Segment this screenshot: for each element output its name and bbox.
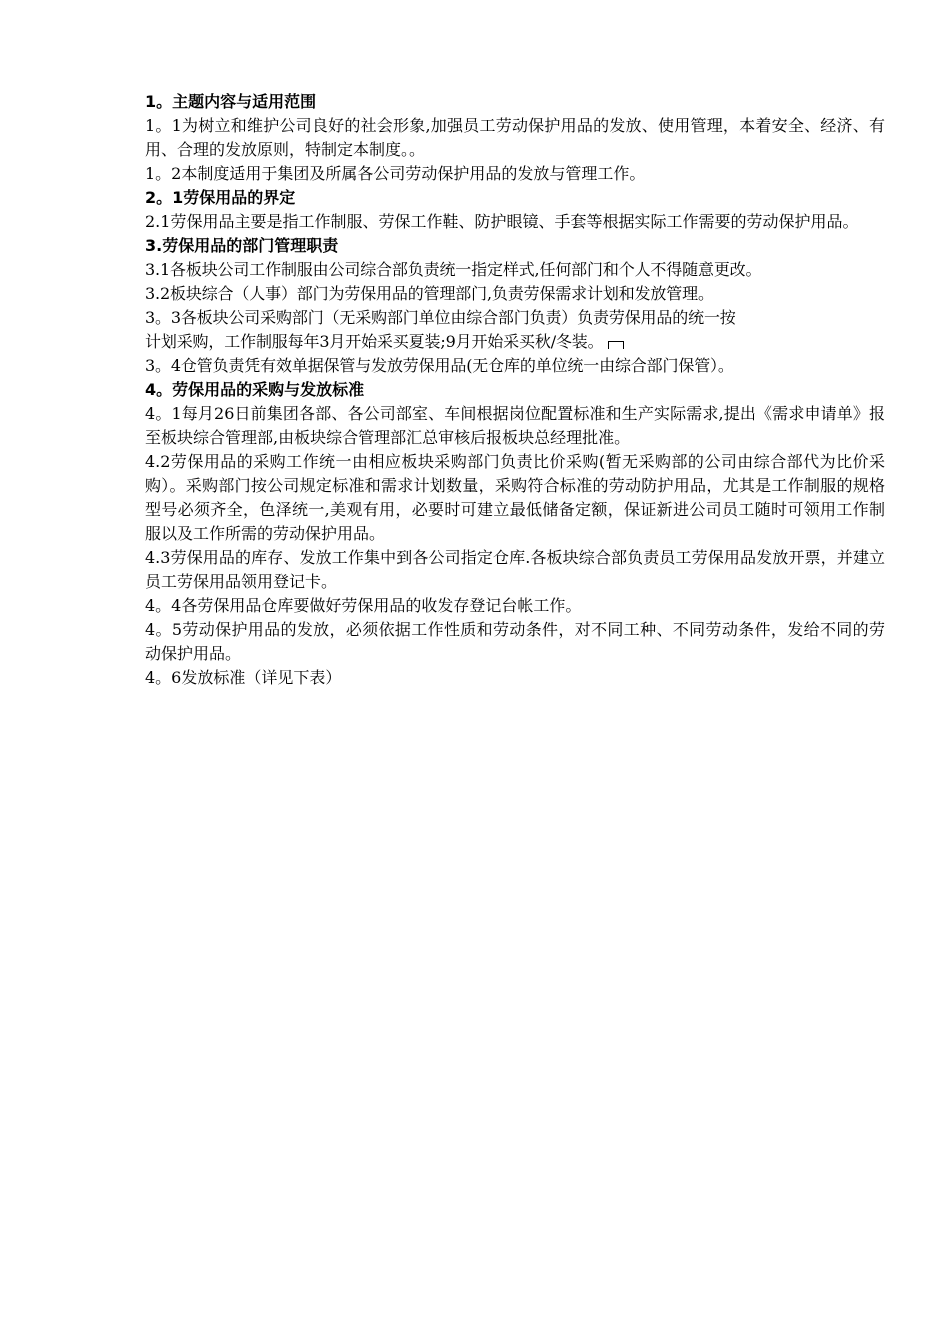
section-heading: 2。1劳保用品的界定 bbox=[145, 188, 296, 207]
document-page bbox=[145, 90, 885, 690]
paragraph: 4。4各劳保用品仓库要做好劳保用品的收发存登记台帐工作。 bbox=[145, 596, 582, 615]
section-heading: 3.劳保用品的部门管理职责 bbox=[145, 236, 339, 255]
paragraph: 4。6发放标准（详见下表） bbox=[145, 668, 342, 687]
section-heading: 4。劳保用品的采购与发放标准 bbox=[145, 380, 365, 399]
paragraph: 1。1为树立和维护公司良好的社会形象,加强员工劳动保护用品的发放、使用管理，本着安全、经济、有用、合理的发放原则，特制定本制度。。 bbox=[145, 116, 885, 159]
paragraph: 2.1劳保用品主要是指工作制服、劳保工作鞋、防护眼镜、手套等根据实际工作需要的劳动保护用品。 bbox=[145, 212, 859, 231]
paragraph: 4.3劳保用品的库存、发放工作集中到各公司指定仓库.各板块综合部负责员工劳保用品发放开票，并建立员工劳保用品领用登记卡。 bbox=[145, 548, 885, 591]
paragraph: 3.2板块综合（人事）部门为劳保用品的管理部门,负责劳保需求计划和发放管理。 bbox=[145, 284, 714, 303]
paragraph-text: 计划采购，工作制服每年3月开始采买夏装;9月开始采买秋/冬装。 bbox=[145, 332, 604, 351]
paragraph: 3。4仓管负责凭有效单据保管与发放劳保用品(无仓库的单位统一由综合部门保管）。 bbox=[145, 356, 734, 375]
editing-mark-icon bbox=[608, 341, 624, 349]
paragraph: 4。1每月26日前集团各部、各公司部室、车间根据岗位配置标准和生产实际需求,提出《需求申请单》报至板块综合管理部,由板块综合管理部汇总审核后报板块总经理批准。 bbox=[145, 404, 885, 447]
paragraph: 1。2本制度适用于集团及所属各公司劳动保护用品的发放与管理工作。 bbox=[145, 164, 646, 183]
section-4 bbox=[145, 378, 885, 690]
section-heading: 1。主题内容与适用范围 bbox=[145, 92, 317, 111]
paragraph: 3.1各板块公司工作制服由公司综合部负责统一指定样式,任何部门和个人不得随意更改。 bbox=[145, 260, 762, 279]
section-1 bbox=[145, 90, 885, 186]
paragraph: 3。3各板块公司采购部门（无采购部门单位由综合部门负责）负责劳保用品的统一按 bbox=[145, 308, 736, 327]
section-3 bbox=[145, 234, 885, 378]
paragraph: 4.2劳保用品的采购工作统一由相应板块采购部门负责比价采购(暂无采购部的公司由综合部代为比价采购）。采购部门按公司规定标准和需求计划数量，采购符合标准的劳动防护用品，尤其是工作制服的规格型号必须齐全，色泽统一,美观有用，必要时可建立最低储备定额，保证新进公司员工随时可领用工作制服以及工作所需的劳动保护用品。 bbox=[145, 452, 885, 543]
paragraph: 4。5劳动保护用品的发放，必须依据工作性质和劳动条件，对不同工种、不同劳动条件，发给不同的劳动保护用品。 bbox=[145, 620, 885, 663]
paragraph-with-mark bbox=[145, 330, 885, 354]
section-2 bbox=[145, 186, 885, 234]
